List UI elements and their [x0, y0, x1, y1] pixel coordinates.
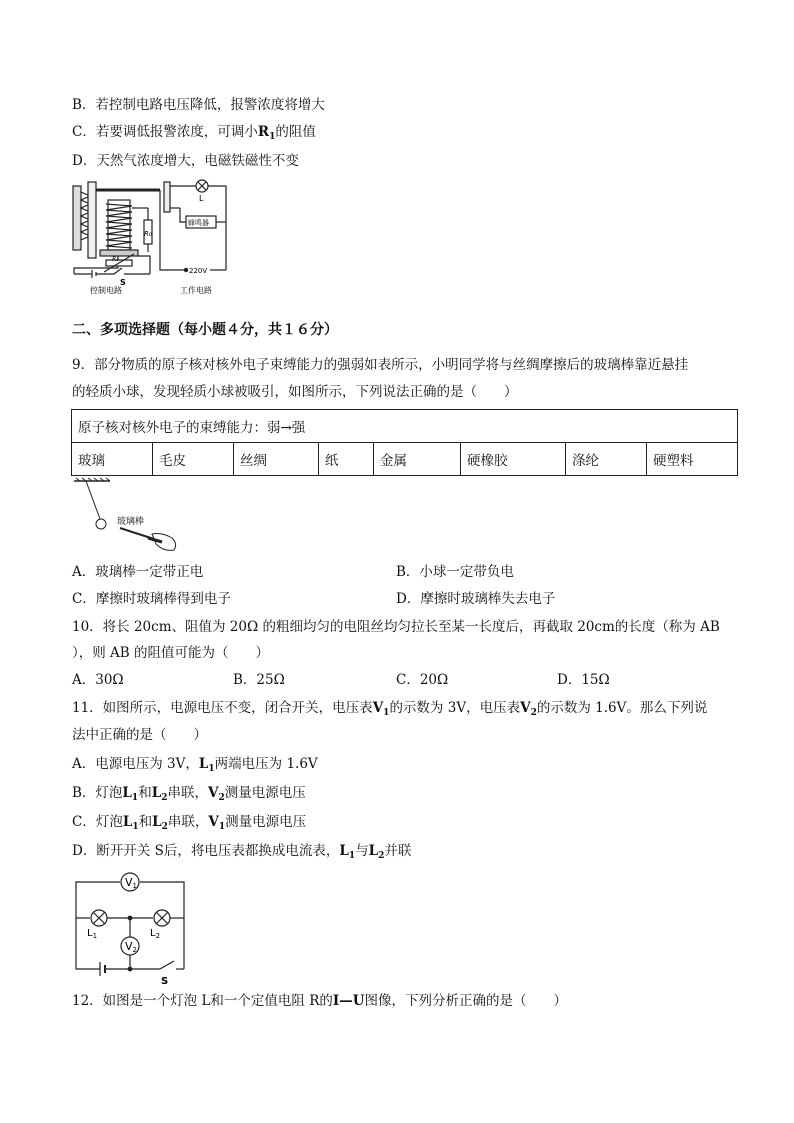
binding-ability-table: [71, 409, 738, 476]
q11-a-text: 两端电压为 1.6V: [214, 756, 318, 772]
l-symbol: L: [122, 785, 132, 801]
working-circuit-caption: 工作电路: [180, 286, 212, 295]
r0-label: R₀: [144, 230, 152, 238]
buzzer-label: 蜂鸣器: [188, 219, 209, 227]
q11-v1-sub: 1: [383, 708, 390, 718]
q11-option-a[interactable]: [72, 754, 318, 779]
control-circuit-caption: 控制电路: [90, 286, 122, 295]
q12-iu-symbol: I—U: [332, 993, 365, 1009]
l-symbol: L: [339, 843, 349, 859]
glass-rod-label: 玻璃棒: [117, 517, 145, 527]
q11-c-text: 和: [138, 814, 153, 830]
l-sub: 1: [131, 793, 139, 803]
q8-option-c-subscript: 1: [269, 132, 276, 142]
q8-option-c[interactable]: [72, 122, 316, 147]
table-cell: 玻璃: [72, 443, 153, 476]
v-sub: 1: [218, 822, 226, 832]
q11-option-d[interactable]: [72, 841, 411, 866]
l-sub: 2: [161, 822, 168, 832]
l-symbol: L: [152, 814, 162, 830]
l1-lamp-label: $L_1$: [87, 928, 98, 940]
q8-option-c-text-end: 的阻值: [275, 124, 316, 140]
l-sub: 1: [132, 822, 139, 832]
v1-meter-label: V1: [125, 876, 137, 890]
q10-option-a[interactable]: A．30Ω: [72, 672, 124, 688]
q10-option-b[interactable]: B．25Ω: [233, 672, 285, 688]
q11-c-text: C．灯泡: [72, 814, 123, 830]
q11-b-text: B．灯泡: [72, 785, 123, 801]
q8-option-c-text: C．若要调低报警浓度，可调小: [72, 124, 258, 140]
q11-v2-sub: 2: [530, 708, 537, 718]
table-cell: 硬橡胶: [461, 443, 566, 476]
l-symbol: L: [151, 785, 162, 801]
lamp-label: L: [199, 194, 204, 203]
q10-option-c[interactable]: C．20Ω: [396, 672, 449, 688]
q11-option-c[interactable]: [72, 812, 306, 837]
q10-stem-line1: 10．将长 20cm、阻值为 20Ω 的粗细均匀的电阻丝均匀拉长至某一长度后，再截取 20cm的长度（称为 AB: [72, 619, 720, 635]
q9-option-a[interactable]: A．玻璃棒一定带正电: [72, 564, 204, 580]
v-symbol: V: [208, 814, 219, 830]
q9-stem-line1: 9．部分物质的原子核对核外电子束缚能力的强弱如表所示，小明同学将与丝绸摩擦后的玻璃棒靠近悬挂: [72, 357, 689, 373]
q11-text: 的示数为 3V，电压表: [389, 700, 521, 716]
table-header: 原子核对核外电子的束缚能力：弱→强: [72, 410, 738, 443]
l-sub: 1: [348, 851, 356, 861]
q11-v2-symbol: V: [520, 700, 531, 716]
q11-v1-symbol: V: [372, 700, 384, 716]
voltage-label: 220V: [189, 267, 208, 275]
l-symbol: L: [198, 756, 209, 772]
q12-stem: [72, 991, 567, 1011]
series-circuit-figure: [72, 870, 192, 988]
glass-rod-figure: [72, 478, 187, 558]
q11-c-text: 串联，: [167, 814, 209, 830]
v-sub: 2: [218, 793, 225, 803]
q10-option-d[interactable]: D．15Ω: [557, 672, 610, 688]
q8-option-c-symbol: R: [257, 124, 270, 140]
table-cell: 毛皮: [153, 443, 234, 476]
q8-option-b[interactable]: B．若控制电路电压降低，报警浓度将增大: [72, 97, 325, 113]
q11-d-text: 并联: [384, 843, 412, 859]
q11-b-text: 串联，: [167, 785, 208, 801]
q10-stem-line2: ），则 AB 的阻值可能为（ ）: [72, 645, 270, 661]
switch-label: S: [120, 278, 126, 287]
table-cell: 金属: [374, 443, 461, 476]
q11-b-text: 和: [138, 785, 152, 801]
table-cell: 硬塑料: [647, 443, 738, 476]
table-cell: 涤纶: [566, 443, 647, 476]
l-symbol: L: [122, 814, 133, 830]
table-cell: 纸: [319, 443, 374, 476]
q11-d-text: D．断开开关 S后，将电压表都换成电流表，: [72, 843, 340, 859]
v2-meter-label: V2: [125, 940, 137, 954]
l-sub: 2: [378, 851, 385, 861]
v-symbol: V: [207, 785, 219, 801]
q9-option-c[interactable]: C．摩擦时玻璃棒得到电子: [72, 591, 231, 607]
q11-text: 的示数为 1.6V。那么下列说: [536, 700, 708, 716]
section-title: 二、多项选择题（每小题４分，共１６分）: [72, 322, 338, 338]
l2-lamp-label: $L_2$: [150, 928, 161, 940]
l-sub: 1: [208, 764, 215, 774]
r1-label: R₁: [112, 256, 119, 263]
q9-option-b[interactable]: B．小球一定带负电: [396, 564, 514, 580]
switch-s-label: S: [161, 976, 169, 987]
q12-text-end: 图像，下列分析正确的是（ ）: [364, 993, 567, 1009]
alarm-circuit-figure: [70, 178, 240, 296]
q11-d-text: 与: [355, 843, 369, 859]
q11-c-text: 测量电源电压: [225, 814, 307, 830]
q11-stem-line2: 法中正确的是（ ）: [72, 727, 207, 743]
q12-text: 12．如图是一个灯泡 L和一个定值电阻 R的: [72, 993, 333, 1009]
q9-option-d[interactable]: D．摩擦时玻璃棒失去电子: [396, 591, 556, 607]
q8-option-d[interactable]: D．天然气浓度增大，电磁铁磁性不变: [72, 153, 299, 169]
l-sub: 2: [161, 793, 168, 803]
q9-stem-line2: 的轻质小球，发现轻质小球被吸引，如图所示，下列说法正确的是（ ）: [72, 384, 518, 400]
l-symbol: L: [368, 843, 379, 859]
q11-stem-line1: [72, 698, 707, 723]
table-cell: 丝绸: [234, 443, 319, 476]
q11-option-b[interactable]: [72, 783, 306, 808]
q11-a-text: A．电源电压为 3V，: [72, 756, 199, 772]
q11-text: 11．如图所示，电源电压不变，闭合开关，电压表: [72, 700, 373, 716]
q11-b-text: 测量电源电压: [224, 785, 306, 801]
